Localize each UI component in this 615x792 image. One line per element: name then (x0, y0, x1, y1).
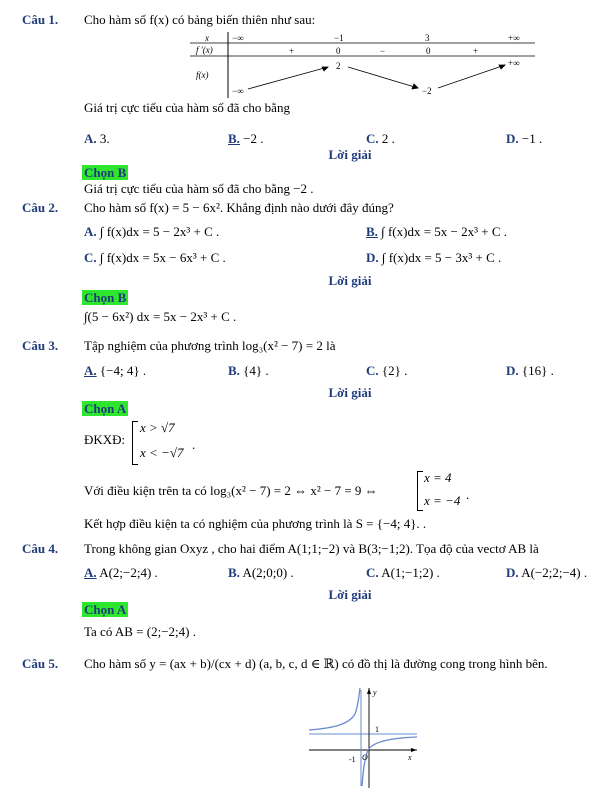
option-value: ∫ f(x)dx = 5 − 3x³ + C . (381, 250, 502, 265)
sign: − (380, 46, 386, 56)
option-value: {4} . (243, 363, 269, 378)
option-value: 3. (99, 131, 110, 146)
option-key: C. (366, 363, 379, 378)
option-value: 2 . (381, 131, 395, 146)
f-value: 2 (336, 61, 341, 71)
q4-answer-badge: Chọn A (84, 602, 127, 617)
q3-option-c[interactable] (366, 363, 407, 379)
table-f-label: f(x) (196, 70, 209, 80)
x-value: +∞ (508, 33, 520, 43)
q3-number: Câu 3. (22, 338, 59, 353)
q2-solution-heading: Lời giải (328, 273, 372, 288)
q4-option-c[interactable] (366, 565, 440, 581)
sign: 0 (426, 46, 431, 56)
graph-neg-one-label: -1 (349, 755, 356, 764)
q1-variation-table (190, 32, 540, 98)
q2-number: Câu 2. (22, 200, 59, 215)
q4-option-d[interactable] (506, 565, 587, 581)
option-key: D. (366, 250, 379, 265)
option-value: {16} . (521, 363, 554, 378)
or-bracket (132, 421, 138, 465)
period: . (466, 487, 470, 502)
option-key: A. (84, 565, 97, 580)
q5-function-graph (305, 686, 420, 790)
f-value: −∞ (232, 86, 244, 96)
option-key: B. (228, 363, 240, 378)
q1-option-b[interactable] (228, 131, 264, 147)
q3-dkxd-label: ĐKXĐ: (84, 432, 126, 447)
option-value: −1 . (521, 131, 543, 146)
graph-x-label: x (408, 753, 412, 762)
table-fp-label: f ′(x) (196, 45, 213, 55)
q4-number: Câu 4. (22, 541, 59, 556)
option-key: A. (84, 224, 97, 239)
q4-solution: Ta có AB = (2;−2;4) . (84, 624, 196, 639)
f-value: −2 (422, 86, 432, 96)
q2-option-d[interactable] (366, 250, 501, 266)
q1-option-c[interactable] (366, 131, 395, 147)
option-key: D. (506, 363, 519, 378)
q2-solution: ∫(5 − 6x²) dx = 5x − 2x³ + C . (84, 309, 237, 324)
f-value: +∞ (508, 58, 520, 68)
q3-conclusion: Kết hợp điều kiện ta có nghiệm của phương trình là S = {−4; 4}. . (84, 516, 427, 531)
option-key: B. (228, 131, 240, 146)
q2-option-a[interactable] (84, 224, 219, 240)
q3-answer-badge: Chọn A (84, 401, 127, 416)
q3-dkxd-1: x > √7 (140, 420, 175, 435)
option-value: ∫ f(x)dx = 5x − 6x³ + C . (99, 250, 226, 265)
option-key: A. (84, 131, 97, 146)
q1-solution-heading: Lời giải (328, 147, 372, 162)
q1-question: Giá trị cực tiểu của hàm số đã cho bằng (84, 100, 290, 115)
q1-option-a[interactable] (84, 131, 110, 147)
q1-option-d[interactable] (506, 131, 542, 147)
option-key: C. (366, 565, 379, 580)
x-value: 3 (425, 33, 430, 43)
q3-line2: Với điều kiện trên ta có log₃(x² − 7) = 2 ⇔ x² − 7 = 9 ⇔ (84, 483, 378, 498)
option-key: D. (506, 565, 519, 580)
q3-option-d[interactable] (506, 363, 554, 379)
graph-origin-label: O (362, 753, 368, 762)
q3-line2-2: x = −4 (424, 493, 461, 508)
option-value: A(2;0;0) . (242, 565, 294, 580)
q1-stem: Cho hàm số f(x) có bảng biến thiên như sau: (84, 12, 316, 27)
q2-option-b[interactable] (366, 224, 507, 240)
option-value: A(2;−2;4) . (99, 565, 158, 580)
option-key: C. (366, 131, 379, 146)
option-value: ∫ f(x)dx = 5x − 2x³ + C . (381, 224, 508, 239)
q4-stem: Trong không gian Oxyz , cho hai điểm A(1;1;−2) và B(3;−1;2). Tọa độ của vectơ AB là (84, 541, 539, 556)
option-key: B. (228, 565, 240, 580)
q4-option-a[interactable] (84, 565, 158, 581)
option-value: ∫ f(x)dx = 5 − 2x³ + C . (99, 224, 220, 239)
q5-stem: Cho hàm số y = (ax + b)/(cx + d) (a, b, c, d ∈ ℝ) có đồ thị là đường cong trong hình bên. (84, 656, 548, 671)
q3-solution-heading: Lời giải (328, 385, 372, 400)
q1-solution: Giá trị cực tiểu của hàm số đã cho bằng −2 . (84, 181, 314, 196)
q1-answer-badge: Chọn B (84, 165, 127, 180)
option-value: A(−2;2;−4) . (521, 565, 588, 580)
q2-answer-badge: Chọn B (84, 290, 127, 305)
sign: 0 (336, 46, 341, 56)
q3-line2-1: x = 4 (424, 470, 452, 485)
q3-option-b[interactable] (228, 363, 269, 379)
option-value: A(1;−1;2) . (381, 565, 440, 580)
q3-dkxd-2: x < −√7 (140, 445, 184, 460)
or-bracket (417, 471, 423, 511)
option-key: A. (84, 363, 97, 378)
sign: + (473, 46, 479, 56)
q3-stem: Tập nghiệm của phương trình log₃(x² − 7) = 2 là (84, 338, 336, 353)
graph-y-label: y (373, 688, 377, 697)
option-key: D. (506, 131, 519, 146)
q1-number: Câu 1. (22, 12, 59, 27)
option-key: C. (84, 250, 97, 265)
q4-solution-heading: Lời giải (328, 587, 372, 602)
graph-one-label: 1 (375, 725, 379, 734)
q2-option-c[interactable] (84, 250, 226, 266)
q3-option-a[interactable] (84, 363, 146, 379)
option-key: B. (366, 224, 378, 239)
option-value: {2} . (381, 363, 408, 378)
option-value: −2 . (243, 131, 264, 146)
q2-stem: Cho hàm số f(x) = 5 − 6x². Khẳng định nào dưới đây đúng? (84, 200, 394, 215)
table-x-label: x (205, 33, 209, 43)
period: . (192, 437, 196, 452)
x-value: −∞ (232, 33, 244, 43)
q4-option-b[interactable] (228, 565, 294, 581)
q5-number: Câu 5. (22, 656, 59, 671)
x-value: −1 (334, 33, 344, 43)
sign: + (289, 46, 295, 56)
option-value: {−4; 4} . (99, 363, 147, 378)
